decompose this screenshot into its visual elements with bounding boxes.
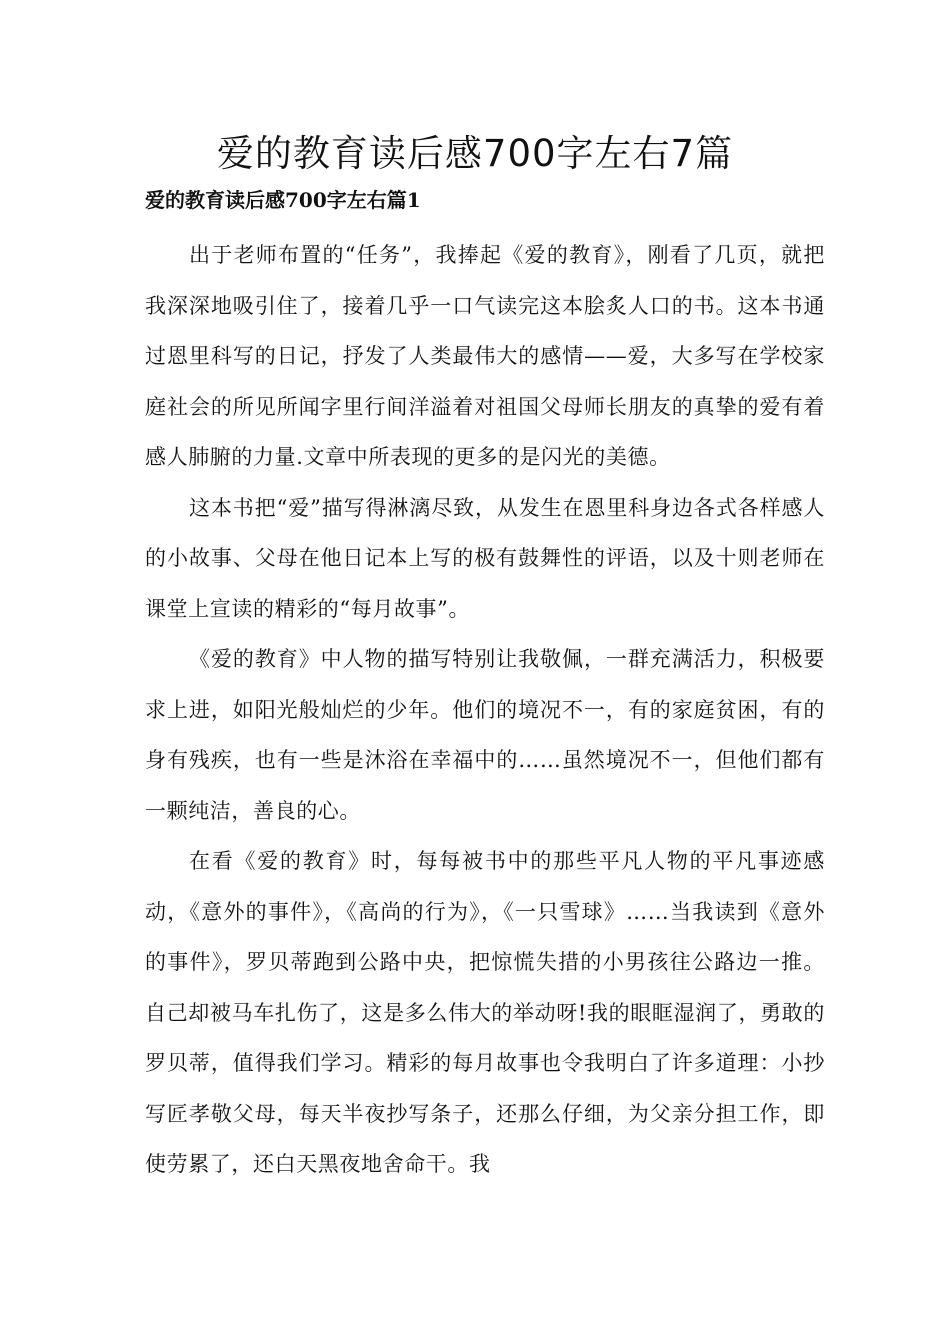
paragraph-4: 在看《爱的教育》时，每每被书中的那些平凡人物的平凡事迹感动，《意外的事件》，《高尚的行为》，《一只雪球》……当我读到《意外的事件》，罗贝蒂跑到公路中央，把惊慌失措的小男孩往公路边一推。自己却被马车扎伤了，这是多么伟大的举动呀!我的眼眶湿润了，勇敢的罗贝蒂，值得我们学习。精彩的每月故事也令我明白了许多道理：小抄写匠孝敬父母，每天半夜抄写条子，还那么仔细，为父亲分担工作，即使劳累了，还白天黑夜地舍命干。我 (145, 849, 825, 1176)
paragraph-1: 出于老师布置的“任务”，我捧起《爱的教育》，刚看了几页，就把我深深地吸引住了，接着几乎一口气读完这本脍炙人口的书。这本书通过恩里科写的日记，抒发了人类最伟大的感情——爱，大多写在学校家庭社会的所见所闻字里行间洋溢着对祖国父母师长朋友的真挚的爱有着感人肺腑的力量.文章中所表现的更多的是闪光的美德。 (145, 243, 825, 469)
document-body (145, 230, 825, 1190)
section-heading: 爱的教育读后感700字左右篇1 (145, 188, 421, 212)
document-title: 爱的教育读后感700字左右7篇 (216, 132, 734, 175)
paragraph-3: 《爱的教育》中人物的描写特别让我敬佩，一群充满活力，积极要求上进，如阳光般灿烂的少年。他们的境况不一，有的家庭贫困，有的身有残疾，也有一些是沐浴在幸福中的……虽然境况不一，但他们都有一颗纯洁，善良的心。 (145, 647, 825, 823)
paragraph-2: 这本书把“爱”描写得淋漓尽致，从发生在恩里科身边各式各样感人的小故事、父母在他日记本上写的极有鼓舞性的评语，以及十则老师在课堂上宣读的精彩的“每月故事”。 (145, 495, 825, 621)
